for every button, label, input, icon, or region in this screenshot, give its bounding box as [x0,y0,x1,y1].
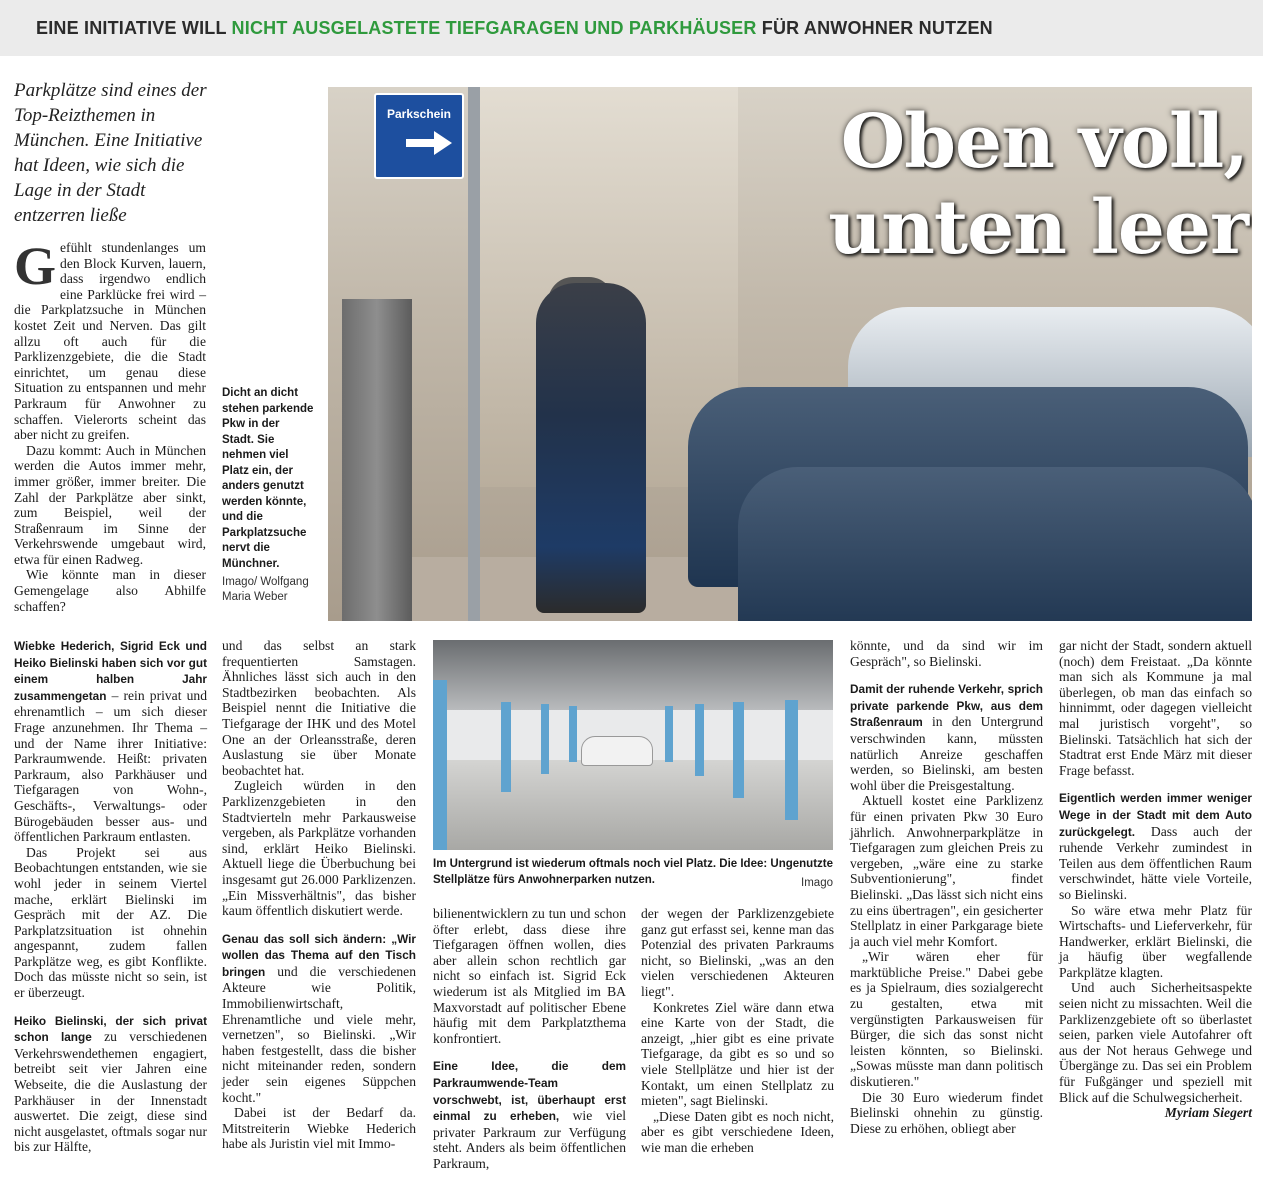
photo-credit: Imago/ Wolfgang Maria Weber [222,576,309,603]
parkschein-sign-label: Parkschein [386,107,452,121]
paragraph: efühlt stundenlanges um den Block Kurven, lauern, dass irgendwo endlich eine Parklücke frei wird – die Parkplatzsuche in München kostet Zeit und Nerven. Das gilt allzu oft auch für die Parklizenzgebiete, die die Stadt einrichtet, um genau diese Situation zu entspannen und mehr Parkraum für Anwohner zu schaffen. Vielerorts scheint das aber nicht zu greifen. [14,240,206,443]
photo-pole [468,87,480,621]
paragraph: der wegen der Parklizenzgebiete ganz gut erfasst sei, kenne man das Potenzial des privaten Parkraums nicht, so Bielinski, „was an den vielen verschiedenen Akteuren liegt". [641,906,834,999]
article-column-7 [1059,638,1252,1121]
subhead-lead: Damit der ruhende Verkehr, sprich private parkende Pkw, aus dem Straßenraum [850,682,1043,730]
paragraph: bilienentwicklern zu tun und schon öfter erlebt, dass diese ihre Tiefgaragen öffnen wollen, dies aber allein schon rechtlich gar nicht so einfach ist. Sigrid Eck wiederum ist als Mitglied im BA Maxvorstadt auf politischer Ebene häufig mit dem Parkplatzthema konfrontiert. [433,906,626,1046]
author-byline: Myriam Siegert [1164,1105,1252,1121]
caption-text: Im Untergrund ist wiederum oftmals noch viel Platz. Die Idee: Ungenutzte Stellplätze fürs Anwohnerparken nutzen. [433,858,834,886]
paragraph: Dass auch der ruhende Verkehr zumindest in Teilen aus dem öffentlichen Raum verschwindet, hätte viele Vorteile, so Bielinski. [1059,823,1252,902]
drop-cap: G [14,236,57,296]
kicker [36,18,993,39]
garage-pillar [733,702,744,798]
parkschein-sign [374,93,464,179]
photo-caption [433,857,833,888]
paragraph: – rein privat und ehrenamtlich – um sich dieser Frage anzunehmen. Ihr Thema – und der Name ihrer Initiative: Parkraumwende. Heißt: privaten Parkraum, also Parkhäuser und Tiefgaragen von Wohn-, Geschäfts-, Verwaltungs- oder Bürogebäuden besser aus- und öffentlichen Parkraum entlasten. [14,687,207,845]
garage-floor [433,760,833,850]
headline-line1: Oben voll, [840,99,1248,185]
caption-text: Dicht an dicht stehen parkende Pkw in der Stadt. Sie nehmen viel Platz ein, der anders genutzt werden könnte, und die Parkplatzsuche nervt die Münchner. [222,387,314,570]
paragraph: zu verschiedenen Verkehrswendethemen engagiert, betreibt seit vier Jahren eine Webseite, die die Auslastung der Parkhäuser in der Innenstadt auswertet. Die zeigt, diese sind nicht ausgelastet, oftmals sogar nur bis zur Hälfte, [14,1029,207,1155]
paragraph: Die 30 Euro wiederum findet Bielinski ohnehin zu günstig. Diese zu erhöhen, obliegt aber [850,1089,1043,1136]
paragraph: Das Projekt sei aus Beobachtungen entstanden, wie sie wohl jeder in seinem Viertel mache, erklärt Bielinski im Gespräch mit der AZ. Die Parkplatzsituation ist ohnehin angespannt, zudem fallen Parkplätze weg, es gibt Konflikte. Doch das müsste nicht so sein, ist er überzeugt. [14,844,207,1001]
photo-credit: Imago [801,877,833,889]
garage-pillar [501,702,511,792]
kicker-part2: NICHT AUSGELASTETE TIEFGARAGEN UND PARKHÄUSER [231,18,757,38]
paragraph: Wie könnte man in dieser Gemengelage also Abhilfe schaffen? [14,567,206,614]
subhead-lead: Heiko Bielinski, der sich privat schon lange [14,1013,207,1045]
main-photo [328,87,1252,621]
photo-caption [222,386,314,572]
article-column-6 [850,638,1043,1136]
subhead-lead: Eine Idee, die dem Parkraumwende-Team vorschwebt, ist, überhaupt erst einmal zu erheben, [433,1059,626,1124]
garage-pillar [665,706,673,762]
walking-person [536,283,646,613]
headline [768,99,1248,271]
paragraph: Und auch Sicherheitsaspekte seien nicht zu missachten. Weil die Parklizenzgebiete oft so überlastet seien, parken viele Autofahrer oft aus der Not heraus Gehwege und Übergänge zu. Das sei ein Problem für Fußgänger und speziell mit Blick auf die Schulwegsicherheit. [1059,980,1252,1105]
paragraph: wie viel privater Parkraum zur Verfügung steht. Anders als beim öffentlichen Parkraum, [433,1108,627,1171]
subhead-lead: Genau das soll sich ändern: „Wir wollen das Thema auf den Tisch bringen [222,931,416,979]
paragraph: könnte, und da sind wir im Gespräch", so Bielinski. [850,638,1043,669]
paragraph: „Wir wären eher für marktübliche Preise." Dabei gebe es ja Spielraum, dies sozialgerecht zu gestalten, etwa mit vergünstigten Parkausweisen für Bürger, die sich das sonst nicht leisten könnten, so Bielinski. „Sowas müsste man dann politisch diskutieren." [850,949,1043,1090]
kicker-part1: EINE INITIATIVE WILL [36,18,232,38]
intro-teaser: Parkplätze sind eines der Top-Reizthemen in München. Eine Initiative hat Ideen, wie sich die Lage in der Stadt entzerren ließe [14,80,207,226]
garage-pillar [695,704,704,776]
article-column-1 [14,236,206,614]
subhead-lead: Wiebke Hederich, Sigrid Eck und Heiko Bielinski haben sich vor gut einem halben Jahr zusammengetan [14,639,207,703]
paragraph: in den Untergrund verschwinden kann, müssten natürlich Anreize geschaffen werden, so Bielinski, am besten wohl über die Preisgestaltung. [850,714,1043,793]
paragraph: gar nicht der Stadt, sondern aktuell (noch) dem Freistaat. „Da könnte man sich als Kommune ja mal überlegen, ob man das einfach so hinnimmt, oder dagegen vielleicht mal juristisch vorgeht", so Bielinski. Tatsächlich hat sich der Stadtrat erst Ende März mit dieser Frage befasst. [1059,638,1252,778]
paragraph: Zugleich würden in den Parklizenzgebieten in den Stadtvierteln mehr Parkausweise vergeben, als Parkplätze vorhanden sind, erklärt Heiko Bielinski. Aktuell liege die Überbuchung bei insgesamt gut 26.000 Parklizenzen. „Ein Missverhältnis", das bisher kaum öffentlich diskutiert werde. [222,778,416,919]
garage-pillar [541,704,549,774]
article-column-5 [641,906,834,1156]
garage-pillar [785,700,798,820]
garage-ceiling [433,640,833,710]
article-column-3 [222,638,416,1152]
headline-line2: unten leer [828,185,1248,271]
article-column-2 [14,638,207,1155]
garage-car [581,736,653,766]
garage-photo [433,640,833,850]
kicker-part3: FÜR ANWOHNER NUTZEN [756,18,993,38]
paragraph: „Diese Daten gibt es noch nicht, aber es gibt verschiedene Ideen, wie man die erheben [641,1108,834,1155]
arrow-right-icon [406,131,452,155]
parking-meter [342,299,412,621]
paragraph: und das selbst an stark frequentierten Samstagen. Ähnliches lässt sich auch in den Stadtbezirken beobachten. Als Beispiel nennt die Initiative die Tiefgarage der IHK und des Motel One an der Orleansstraße, deren Auslastung sie über Monate beobachtet hat. [222,638,416,778]
paragraph: Dazu kommt: Auch in München werden die Autos immer mehr, immer größer, immer breiter. Die Zahl der Parkplätze aber sinkt, zum Beispiel, weil der Straßenraum im Sinne der Verkehrswende umgebaut wird, etwa für einen Radweg. [14,442,206,567]
paragraph: und die verschiedenen Akteure wie Politik, Immobilienwirtschaft, Ehrenamtliche und viele mehr, vernetzen", so Bielinski. „Wir haben festgestellt, dass die bisher nicht miteinander reden, sondern jeder sein eigenes Süppchen kocht." [222,963,416,1105]
article-column-4 [433,906,626,1172]
paragraph: Aktuell kostet eine Parklizenz für einen privaten Pkw 30 Euro jährlich. Anwohnerparkplätze in Tiefgaragen zum gleichen Preis zu vergeben, „wäre eine zu starke Subventionierung", findet Bielinski. „Das lässt sich nicht eins zu eins übertragen", ein gesicherter Stellplatz in einer Parkgarage biete ja auch viel mehr Komfort. [850,793,1043,949]
paragraph: Konkretes Ziel wäre dann etwa eine Karte von der Stadt, die anzeigt, „hier gibt es eine private Tiefgarage, da gibt es so und so viele Stellplätze und hier ist der Kontakt, um einen Stellplatz zu mieten", sagt Bielinski. [641,999,834,1109]
garage-pillar [569,706,577,762]
subhead-lead: Eigentlich werden immer weniger Wege in der Stadt mit dem Auto zurückgelegt. [1059,791,1252,839]
parked-car [738,467,1252,621]
paragraph: Dabei ist der Bedarf da. Mitstreiterin Wiebke Hederich habe als Juristin viel mit Immo- [222,1105,416,1152]
garage-pillar [433,680,447,850]
paragraph: So wäre etwa mehr Platz für Wirtschafts- und Lieferverkehr, für Handwerker, erklärt Bielinski, die ja häufig über wegfallende Parkplätze klagten. [1059,902,1252,980]
